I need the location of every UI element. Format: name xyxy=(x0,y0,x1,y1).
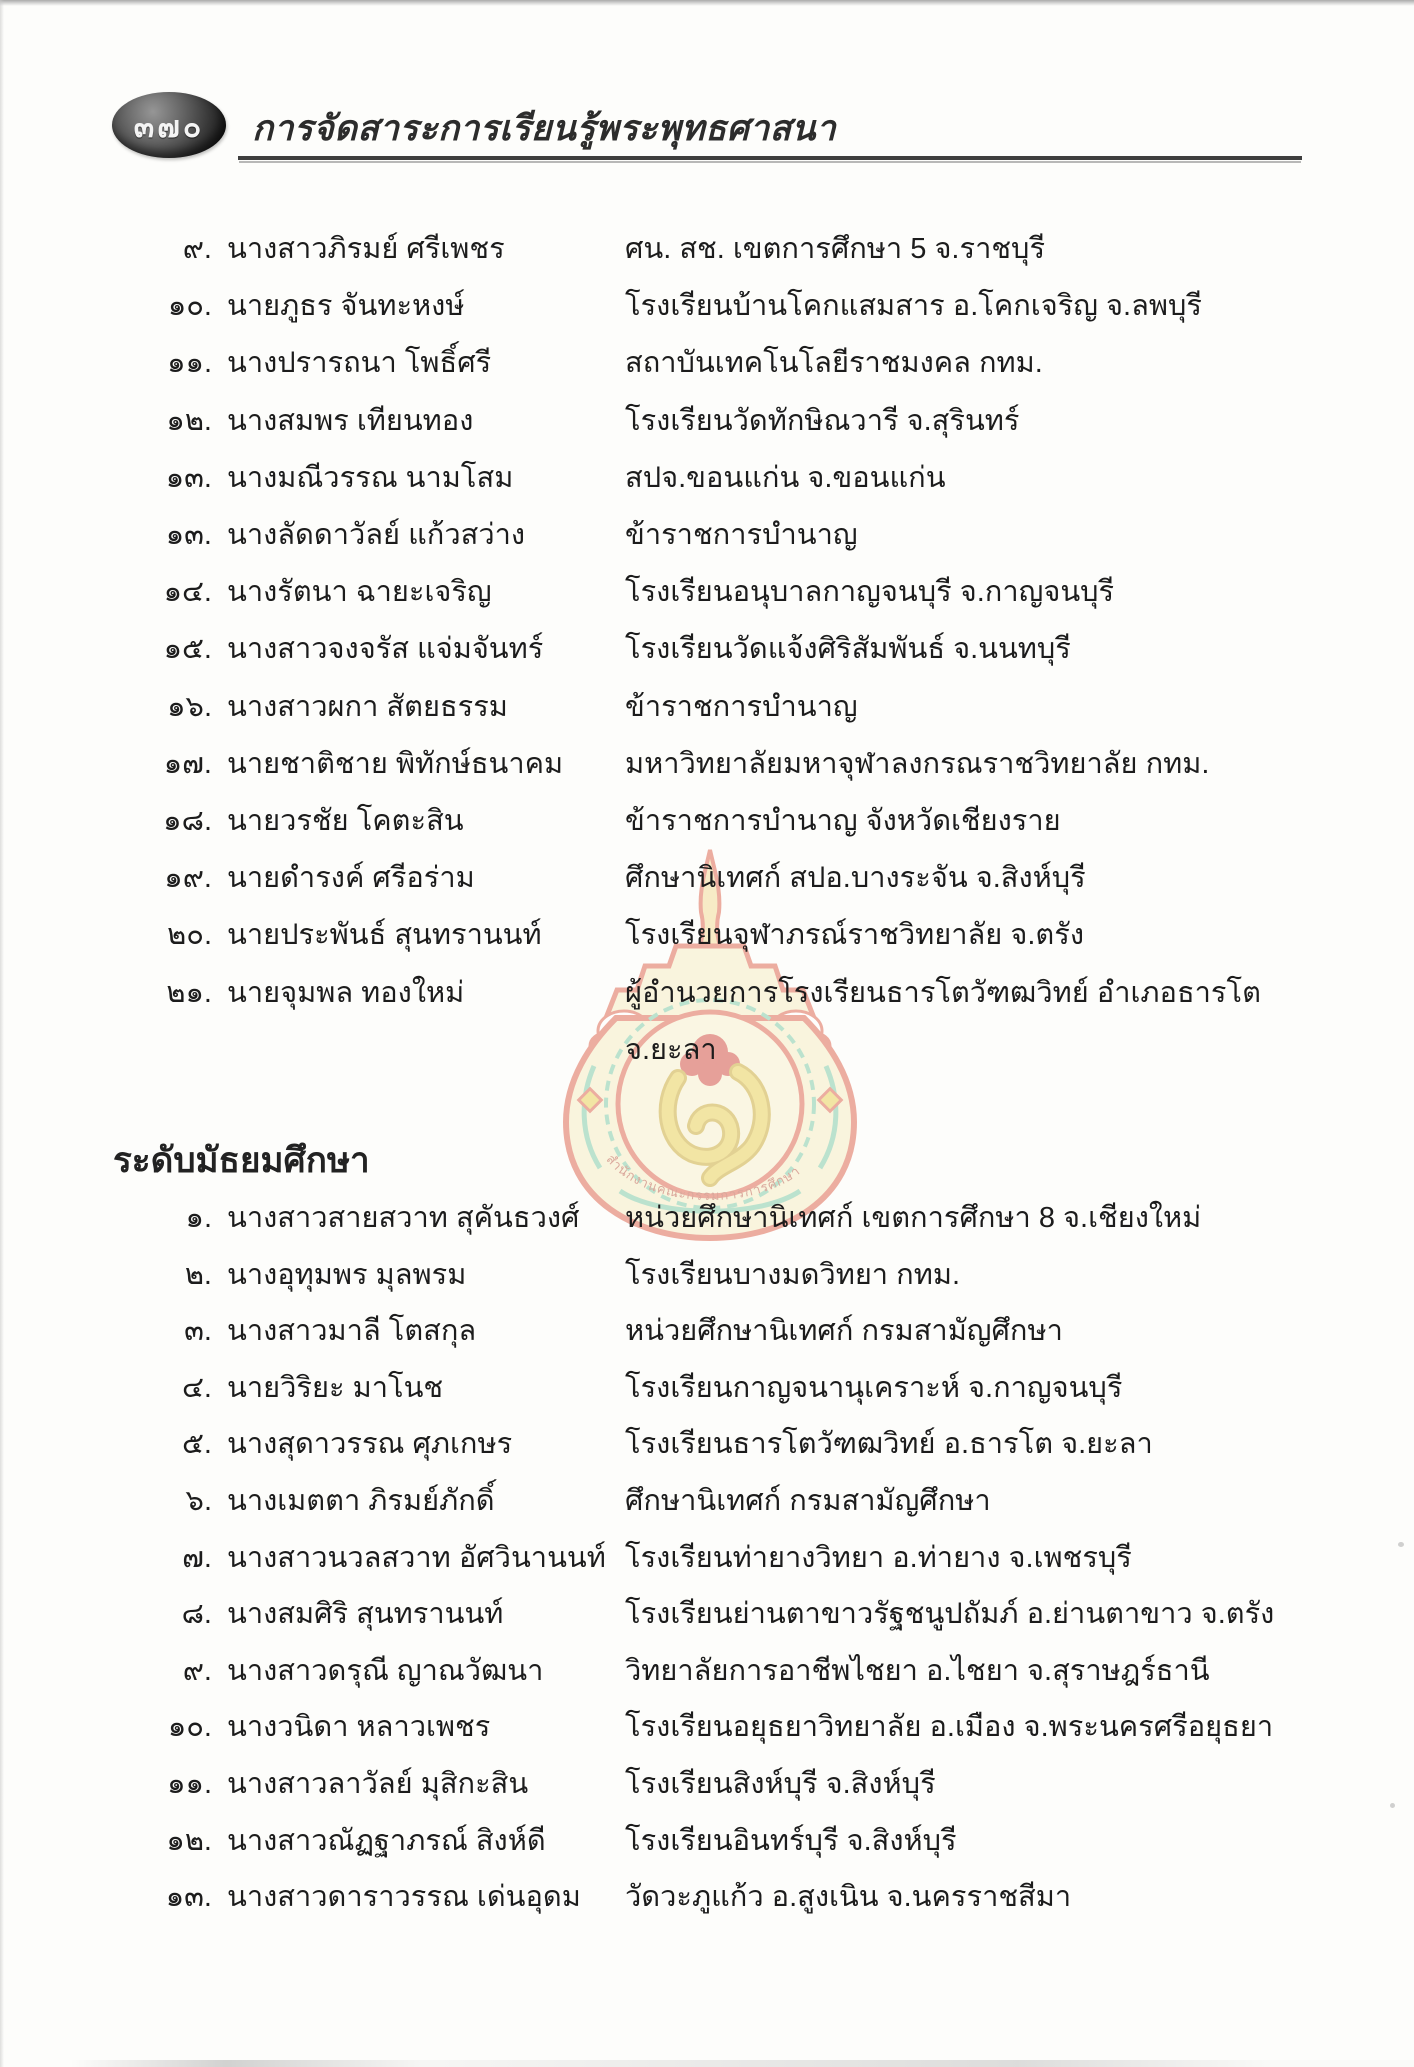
person-name: นางสมพร เทียนทอง xyxy=(227,404,474,437)
person-name: นายประพันธ์ สุนทรานนท์ xyxy=(227,919,542,952)
item-number: ๑๙. xyxy=(164,862,212,895)
affiliation: ศน. สช. เขตการศึกษา 5 จ.ราชบุรี xyxy=(625,233,1046,265)
item-number: ๑๐. xyxy=(167,1711,212,1744)
affiliation: โรงเรียนย่านตาขาวรัฐชนูปถัมภ์ อ.ย่านตาขาว จ.ตรัง xyxy=(625,1598,1275,1631)
item-number: ๒. xyxy=(184,1258,212,1291)
list-item xyxy=(130,1586,1330,1643)
affiliation-cell xyxy=(625,393,1330,450)
person-name: นางสุดาวรรณ ศุภเกษร xyxy=(227,1428,513,1461)
affiliation-cell xyxy=(625,221,1330,278)
affiliation-cell xyxy=(625,1416,1330,1473)
person-name: นายภูธร จันทะหงษ์ xyxy=(227,290,465,323)
affiliation-cell xyxy=(625,1530,1330,1587)
item-number: ๓. xyxy=(184,1315,212,1348)
affiliation: โรงเรียนสิงห์บุรี จ.สิงห์บุรี xyxy=(625,1767,936,1800)
list-item xyxy=(130,1869,1330,1926)
person-name: นางวนิดา หลาวเพชร xyxy=(227,1711,491,1744)
list-item xyxy=(130,1416,1330,1473)
affiliation-cell xyxy=(625,850,1330,907)
running-header-title: การจัดสาระการเรียนรู้พระพุทธศาสนา xyxy=(252,109,837,148)
seal-arc-text: สำนักงานคณะกรรมการการศึกษา xyxy=(603,1151,804,1204)
list-item xyxy=(130,850,1330,907)
affiliation: โรงเรียนวัดแจ้งศิริสัมพันธ์ จ.นนทบุรี xyxy=(625,633,1071,666)
list-item xyxy=(130,965,1330,1079)
affiliation: วัดวะภูแก้ว อ.สูงเนิน จ.นครราชสีมา xyxy=(625,1881,1072,1914)
person-name: นางสาวสายสวาท สุคันธวงศ์ xyxy=(227,1202,580,1234)
list-item xyxy=(130,335,1330,392)
list-item xyxy=(130,393,1330,450)
item-number: ๑๒. xyxy=(166,1824,212,1857)
affiliation: ศึกษานิเทศก์ กรมสามัญศึกษา xyxy=(625,1484,991,1517)
list-item xyxy=(130,736,1330,793)
list-item xyxy=(130,621,1330,678)
list-item xyxy=(130,1247,1330,1304)
section-heading-secondary-level: ระดับมัธยมศึกษา xyxy=(113,1141,370,1180)
affiliation-cell xyxy=(625,965,1330,1079)
item-number: ๑๓. xyxy=(165,519,212,552)
affiliation-cell xyxy=(625,1247,1330,1304)
scan-edge-bottom xyxy=(0,2060,1414,2067)
affiliation-cell xyxy=(625,1643,1330,1700)
person-name: นางสาวจงจรัส แจ่มจันทร์ xyxy=(227,633,544,666)
affiliation-cell xyxy=(625,907,1330,964)
affiliation: โรงเรียนธารโตวัฑฒวิทย์ อ.ธารโต จ.ยะลา xyxy=(625,1428,1153,1461)
affiliation-cell xyxy=(625,1190,1330,1247)
item-number: ๑๒. xyxy=(166,404,212,437)
list-item xyxy=(130,1530,1330,1587)
list-item xyxy=(130,1756,1330,1813)
roster-primary-level xyxy=(130,221,1330,1079)
item-number: ๙. xyxy=(182,1654,212,1687)
item-number: ๑๕. xyxy=(163,633,212,666)
affiliation-cell xyxy=(625,450,1330,507)
affiliation: โรงเรียนกาญจนานุเคราะห์ จ.กาญจนบุรี xyxy=(625,1371,1123,1404)
item-number: ๘. xyxy=(181,1598,212,1631)
list-item xyxy=(130,679,1330,736)
affiliation-cell xyxy=(625,335,1330,392)
affiliation-cell xyxy=(625,1813,1330,1870)
affiliation-cell xyxy=(625,278,1330,335)
item-number: ๑๔. xyxy=(163,576,212,609)
list-item xyxy=(130,507,1330,564)
person-name: นางสาวภิรมย์ ศรีเพชร xyxy=(227,233,505,265)
affiliation: ข้าราชการบำนาญ จังหวัดเชียงราย xyxy=(625,805,1061,838)
person-name: นายชาติชาย พิทักษ์ธนาคม xyxy=(227,747,564,780)
item-number: ๑๐. xyxy=(167,290,212,323)
person-name: นางสาวนวลสวาท อัศวินานนท์ xyxy=(227,1541,606,1574)
affiliation-cell xyxy=(625,1869,1330,1926)
affiliation: โรงเรียนวัดทักษิณวารี จ.สุรินทร์ xyxy=(625,404,1020,437)
affiliation: ศึกษานิเทศก์ สปอ.บางระจัน จ.สิงห์บุรี xyxy=(625,862,1086,895)
header-rule xyxy=(238,156,1302,160)
list-item xyxy=(130,1360,1330,1417)
list-item xyxy=(130,278,1330,335)
affiliation: มหาวิทยาลัยมหาจุฬาลงกรณราชวิทยาลัย กทม. xyxy=(625,747,1210,780)
affiliation: โรงเรียนจุฬาภรณ์ราชวิทยาลัย จ.ตรัง xyxy=(625,919,1084,952)
affiliation-cell xyxy=(625,736,1330,793)
item-number: ๙. xyxy=(182,233,212,265)
list-item xyxy=(130,1643,1330,1700)
scan-speck xyxy=(1398,1542,1404,1547)
list-item xyxy=(130,221,1330,278)
roster-secondary-level xyxy=(130,1190,1330,1926)
item-number: ๕. xyxy=(181,1428,212,1461)
list-item xyxy=(130,1813,1330,1870)
affiliation: ข้าราชการบำนาญ xyxy=(625,690,858,723)
person-name: นางอุทุมพร มุลพรม xyxy=(227,1258,467,1291)
item-number: ๒๑. xyxy=(166,976,212,1009)
list-item xyxy=(130,1473,1330,1530)
affiliation: โรงเรียนอนุบาลกาญจนบุรี จ.กาญจนบุรี xyxy=(625,576,1115,609)
list-item xyxy=(130,793,1330,850)
item-number: ๒๐. xyxy=(167,919,212,952)
person-name: นางลัดดาวัลย์ แก้วสว่าง xyxy=(227,519,526,552)
affiliation: สถาบันเทคโนโลยีราชมงคล กทม. xyxy=(625,347,1043,380)
person-name: นางสาวลาวัลย์ มุสิกะสิน xyxy=(227,1767,529,1800)
item-number: ๑๖. xyxy=(167,690,212,723)
item-number: ๑๓. xyxy=(165,1881,212,1914)
affiliation: สปจ.ขอนแก่น จ.ขอนแก่น xyxy=(625,461,946,494)
affiliation-cell xyxy=(625,507,1330,564)
person-name: นางสาวดาราวรรณ เด่นอุดม xyxy=(227,1881,581,1914)
person-name: นางสมศิริ สุนทรานนท์ xyxy=(227,1598,504,1631)
list-item xyxy=(130,1699,1330,1756)
person-name: นายจุมพล ทองใหม่ xyxy=(227,976,465,1009)
affiliation-cell xyxy=(625,1586,1330,1643)
person-name: นางรัตนา ฉายะเจริญ xyxy=(227,576,492,609)
person-name: นายวรชัย โคตะสิน xyxy=(227,805,464,838)
person-name: นางเมตตา ภิรมย์ภักดิ์ xyxy=(227,1484,495,1517)
affiliation-cell xyxy=(625,564,1330,621)
item-number: ๔. xyxy=(181,1371,212,1404)
item-number: ๗. xyxy=(182,1541,212,1574)
affiliation-cell xyxy=(625,621,1330,678)
person-name: นางสาวมาลี โตสกุล xyxy=(227,1315,477,1348)
affiliation-cell xyxy=(625,1756,1330,1813)
affiliation: โรงเรียนบางมดวิทยา กทม. xyxy=(625,1258,961,1291)
affiliation: หน่วยศึกษานิเทศก์ กรมสามัญศึกษา xyxy=(625,1315,1063,1348)
affiliation: โรงเรียนบ้านโคกแสมสาร อ.โคกเจริญ จ.ลพบุรี xyxy=(625,290,1202,323)
person-name: นายดำรงค์ ศรีอร่าม xyxy=(227,862,475,895)
scan-speck xyxy=(1390,1803,1395,1808)
list-item xyxy=(130,564,1330,621)
scan-edge-top xyxy=(0,0,1414,6)
person-name: นางสาวผกา สัตยธรรม xyxy=(227,690,508,723)
affiliation-cell xyxy=(625,1360,1330,1417)
affiliation-cell xyxy=(625,1699,1330,1756)
item-number: ๑๗. xyxy=(163,747,212,780)
item-number: ๑๑. xyxy=(167,347,212,380)
list-item xyxy=(130,450,1330,507)
page-number: ๓๗๐ xyxy=(133,110,205,144)
affiliation: หน่วยศึกษานิเทศก์ เขตการศึกษา 8 จ.เชียงใหม่ xyxy=(625,1202,1202,1234)
item-number: ๖. xyxy=(185,1484,212,1517)
list-item xyxy=(130,1190,1330,1247)
item-number: ๑๓. xyxy=(165,461,212,494)
affiliation-cell xyxy=(625,793,1330,850)
affiliation: ข้าราชการบำนาญ xyxy=(625,519,858,552)
person-name: นางสาวดรุณี ญาณวัฒนา xyxy=(227,1654,544,1687)
person-name: นางสาวณัฏฐาภรณ์ สิงห์ดี xyxy=(227,1824,546,1857)
affiliation-cell xyxy=(625,1303,1330,1360)
affiliation: โรงเรียนท่ายางวิทยา อ.ท่ายาง จ.เพชรบุรี xyxy=(625,1541,1132,1574)
item-number: ๑๘. xyxy=(163,805,212,838)
person-name: นายวิริยะ มาโนช xyxy=(227,1371,444,1404)
item-number: ๑๑. xyxy=(167,1767,212,1800)
person-name: นางปรารถนา โพธิ์ศรี xyxy=(227,347,492,380)
affiliation-line2: จ.ยะลา xyxy=(625,1033,717,1066)
list-item xyxy=(130,907,1330,964)
affiliation: โรงเรียนอินทร์บุรี จ.สิงห์บุรี xyxy=(625,1824,957,1857)
affiliation-cell xyxy=(625,679,1330,736)
affiliation: โรงเรียนอยุธยาวิทยาลัย อ.เมือง จ.พระนครศรีอยุธยา xyxy=(625,1711,1274,1744)
affiliation: วิทยาลัยการอาชีพไชยา อ.ไชยา จ.สุราษฎร์ธานี xyxy=(625,1654,1210,1687)
page-number-badge xyxy=(112,92,226,158)
list-item xyxy=(130,1303,1330,1360)
person-name: นางมณีวรรณ นามโสม xyxy=(227,461,514,494)
item-number: ๑. xyxy=(185,1202,212,1234)
affiliation-cell xyxy=(625,1473,1330,1530)
scan-edge-left xyxy=(0,0,4,2067)
affiliation: ผู้อำนวยการโรงเรียนธารโตวัฑฒวิทย์ อำเภอธารโต xyxy=(625,976,1261,1009)
